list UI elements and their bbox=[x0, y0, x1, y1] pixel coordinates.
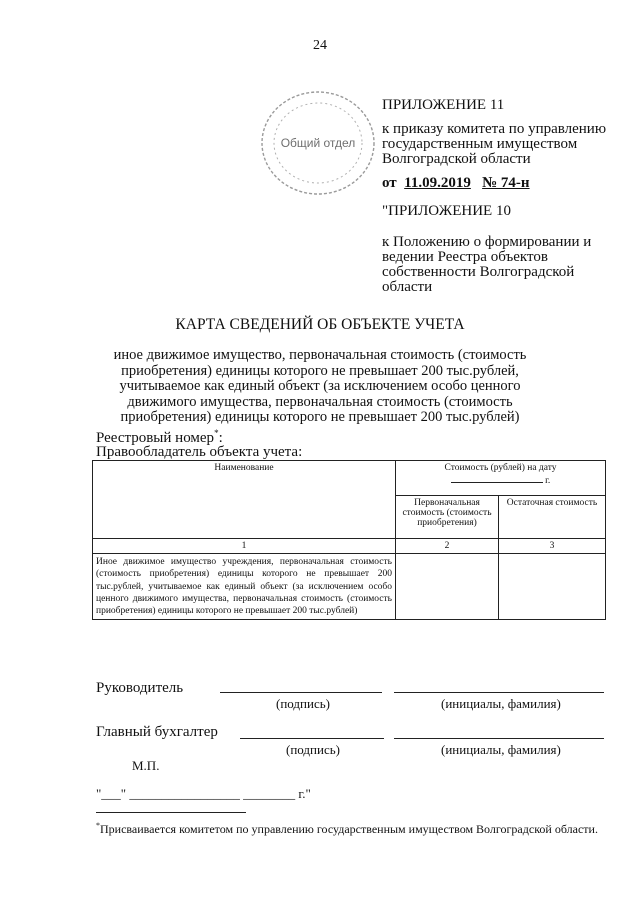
annex11-number: № 74-н bbox=[482, 175, 530, 191]
footnote-text: Присваивается комитетом по управлению государственным имуществом Волгоградской области. bbox=[100, 822, 598, 836]
annex10-title: "ПРИЛОЖЕНИЕ 10 bbox=[382, 203, 511, 219]
head-signature-line bbox=[220, 692, 382, 693]
annex11-date: 11.09.2019 bbox=[404, 175, 471, 191]
footnote-divider bbox=[96, 812, 246, 813]
header-cost-year: г. bbox=[545, 476, 551, 486]
annex11-title: ПРИЛОЖЕНИЕ 11 bbox=[382, 97, 505, 113]
accountant-signature-caption: (подпись) bbox=[286, 742, 340, 757]
table-header-row bbox=[93, 461, 606, 496]
footnote-mark: * bbox=[96, 821, 100, 830]
table-row bbox=[93, 554, 606, 620]
card-title: КАРТА СВЕДЕНИЙ ОБ ОБЪЕКТЕ УЧЕТА bbox=[175, 316, 465, 333]
header-cost-label: Стоимость (рублей) на дату bbox=[444, 463, 557, 473]
head-initials-caption: (инициалы, фамилия) bbox=[441, 696, 561, 711]
date-prefix: от bbox=[382, 175, 397, 191]
seal-placeholder: М.П. bbox=[132, 758, 160, 773]
row-initial-cost-cell bbox=[396, 554, 499, 620]
annex11-date-line bbox=[382, 176, 530, 191]
table-number-row bbox=[93, 539, 606, 554]
annex10-text: к Положению о формировании и ведении Реестра объектов собственности Волгоградской области bbox=[382, 234, 592, 295]
page-number: 24 bbox=[313, 38, 327, 53]
header-cost bbox=[396, 461, 606, 496]
accountant-label: Главный бухгалтер bbox=[96, 724, 218, 740]
header-residual-cost: Остаточная стоимость bbox=[499, 496, 606, 539]
annex11-text: к приказу комитета по управлению государственным имуществом Волгоградской области bbox=[382, 121, 607, 167]
header-initial-cost: Первоначальная стоимость (стоимость приобретения) bbox=[396, 496, 499, 539]
owner-label: Правообладатель объекта учета: bbox=[96, 444, 303, 460]
head-initials-line bbox=[394, 692, 604, 693]
date-line: "___" _________________ ________ г." bbox=[96, 786, 311, 801]
stamp-text: Общий отдел bbox=[280, 136, 356, 150]
head-signature-caption: (подпись) bbox=[276, 696, 330, 711]
accountant-initials-caption: (инициалы, фамилия) bbox=[441, 742, 561, 757]
card-subtitle: иное движимое имущество, первоначальная стоимость (стоимость приобретения) единицы которого не превышает 200 тыс.рублей, учитываемое как единый объект (за исключением особо ценного движимого имущества, первоначальная стоимость (стоимость приобретения) единицы которого не превышает 200 тыс.рублей) bbox=[113, 347, 527, 425]
header-name: Наименование bbox=[93, 461, 396, 539]
col-number-1: 1 bbox=[93, 539, 396, 554]
stamp-seal bbox=[258, 88, 378, 198]
registry-label-colon: : bbox=[218, 430, 223, 446]
col-number-2: 2 bbox=[396, 539, 499, 554]
footnote-marker: * bbox=[214, 428, 219, 438]
row-description: Иное движимое имущество учреждения, первоначальная стоимость (стоимость приобретения) единицы которого не превышает 200 тыс.рублей, учитываемое как единый объект (за исключением особо ценного движимого имущества, первоначальная стоимость (стоимость приобретения) единицы которого не превышает 200 тыс.рублей) bbox=[93, 554, 396, 620]
assets-table bbox=[92, 460, 606, 620]
accountant-signature-line bbox=[240, 738, 384, 739]
head-label: Руководитель bbox=[96, 680, 184, 696]
cost-date-blank bbox=[451, 473, 543, 483]
row-residual-cost-cell bbox=[499, 554, 606, 620]
footnote bbox=[96, 818, 608, 837]
accountant-initials-line bbox=[394, 738, 604, 739]
col-number-3: 3 bbox=[499, 539, 606, 554]
registry-label-text: Реестровый номер bbox=[96, 430, 215, 446]
